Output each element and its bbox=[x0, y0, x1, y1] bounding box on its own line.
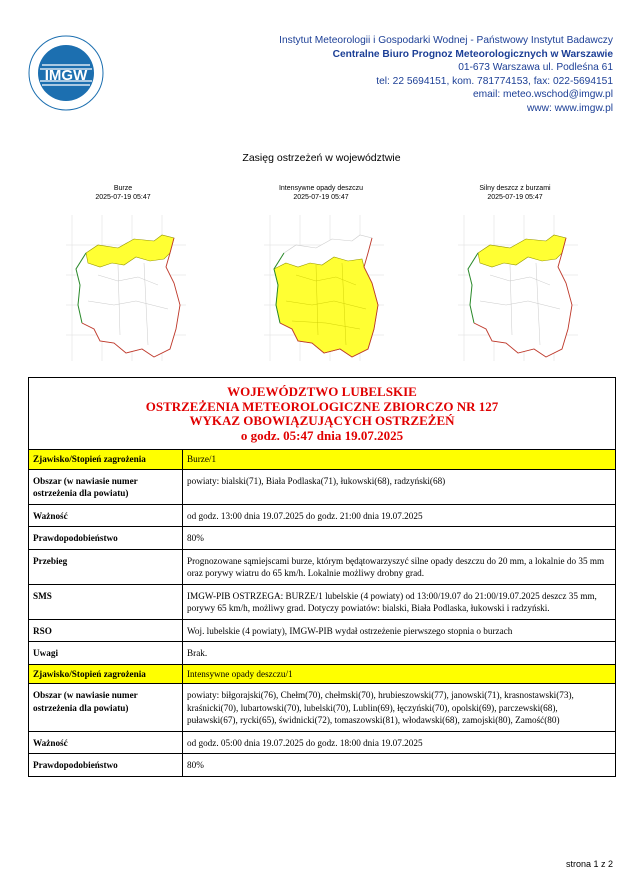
table-row bbox=[29, 731, 615, 754]
table-row bbox=[29, 664, 615, 684]
row-value: Intensywne opady deszczu/1 bbox=[183, 664, 616, 684]
row-key: Ważność bbox=[29, 731, 183, 754]
website-info: www: www.imgw.pl bbox=[526, 102, 613, 114]
map-caption-name: Silny deszcz z burzami bbox=[479, 185, 551, 192]
table-row bbox=[29, 584, 615, 619]
table-row bbox=[29, 642, 615, 665]
map-caption-name: Intensywne opady deszczu bbox=[278, 185, 364, 192]
map-caption-date: 2025-07-19 05:47 bbox=[487, 194, 543, 201]
page-number: strona 1 z 2 bbox=[565, 859, 613, 869]
row-key: Uwagi bbox=[29, 642, 183, 665]
row-value: Prognozowane sąmiejscami burze, którym będątowarzyszyć silne opady deszczu do 20 mm, a lokalnie do 35 mm oraz porywy wiatru do 65 km/h. Lokalnie możliwy drobny grad. bbox=[183, 549, 616, 584]
row-value: Burze/1 bbox=[183, 450, 616, 469]
table-row bbox=[29, 504, 615, 527]
map-silny-deszcz bbox=[450, 184, 580, 370]
map-caption-name: Burze bbox=[113, 185, 133, 192]
email-info: email: meteo.wschod@imgw.pl bbox=[472, 89, 613, 101]
row-key: Prawdopodobieństwo bbox=[29, 754, 183, 776]
warnings-table bbox=[29, 450, 615, 776]
imgw-logo bbox=[28, 35, 104, 111]
table-row bbox=[29, 754, 615, 776]
map-graphic bbox=[58, 205, 188, 370]
map-caption-date: 2025-07-19 05:47 bbox=[293, 194, 349, 201]
row-value: IMGW-PIB OSTRZEGA: BURZE/1 lubelskie (4 powiaty) od 13:00/19.07 do 21:00/19.07.2025 deszcz 35 mm, porywy 65 km/h, możliwy grad. Dotyczy powiatów: bialski, Biała Podlaska, łukowski i radzyński. bbox=[183, 584, 616, 619]
map-burze bbox=[58, 184, 188, 370]
issue-time: o godz. 05:47 dnia 19.07.2025 bbox=[240, 427, 404, 443]
row-key: Obszar (w nawiasie numer ostrzeżenia dla powiatu) bbox=[29, 469, 183, 504]
row-key: Prawdopodobieństwo bbox=[29, 527, 183, 550]
table-row bbox=[29, 549, 615, 584]
table-row bbox=[29, 684, 615, 732]
row-key: Obszar (w nawiasie numer ostrzeżenia dla powiatu) bbox=[29, 684, 183, 732]
map-intensywne-opady bbox=[256, 184, 386, 370]
map-graphic bbox=[256, 205, 386, 370]
row-key: Zjawisko/Stopień zagrożenia bbox=[29, 450, 183, 469]
phone-info: tel: 22 5694151, kom. 781774153, fax: 022-5694151 bbox=[376, 75, 613, 87]
list-title: WYKAZ OBOWIĄZUJĄCYCH OSTRZEŻEŃ bbox=[189, 413, 455, 428]
map-graphic bbox=[450, 205, 580, 370]
warning-header bbox=[29, 378, 615, 450]
region-title: WOJEWÓDZTWO LUBELSKIE bbox=[227, 384, 417, 399]
row-key: SMS bbox=[29, 584, 183, 619]
row-key: Zjawisko/Stopień zagrożenia bbox=[29, 664, 183, 684]
warning-box bbox=[28, 377, 616, 777]
address: 01-673 Warszawa ul. Podleśna 61 bbox=[458, 62, 613, 74]
row-value: od godz. 05:00 dnia 19.07.2025 do godz. 18:00 dnia 19.07.2025 bbox=[183, 731, 616, 754]
row-value: powiaty: bialski(71), Biała Podlaska(71), łukowski(68), radzyński(68) bbox=[183, 469, 616, 504]
table-row bbox=[29, 450, 615, 469]
row-value: 80% bbox=[183, 527, 616, 550]
bulletin-title: OSTRZEŻENIA METEOROLOGICZNE ZBIORCZO NR 127 bbox=[145, 398, 499, 414]
table-row bbox=[29, 527, 615, 550]
institution-name: Instytut Meteorologii i Gospodarki Wodnej - Państwowy Instytut Badawczy bbox=[279, 35, 613, 46]
table-row bbox=[29, 619, 615, 642]
row-key: RSO bbox=[29, 619, 183, 642]
map-caption-date: 2025-07-19 05:47 bbox=[95, 194, 151, 201]
row-value: 80% bbox=[183, 754, 616, 776]
row-value: od godz. 13:00 dnia 19.07.2025 do godz. 21:00 dnia 19.07.2025 bbox=[183, 504, 616, 527]
bureau-name: Centralne Biuro Prognoz Meteorologicznych w Warszawie bbox=[332, 48, 613, 60]
institution-header bbox=[279, 34, 613, 116]
table-row bbox=[29, 469, 615, 504]
logo-text: IMGW bbox=[44, 67, 88, 84]
maps-title: Zasięg ostrzeżeń w województwie bbox=[242, 152, 401, 164]
row-value: powiaty: biłgorajski(76), Chełm(70), chełmski(70), hrubieszowski(77), janowski(71), krasnostawski(73), kraśnicki(70), lubartowski(70), lubelski(70), Lublin(69), łęczyński(70), opolski(69), parczewski(68), puławski(67), rycki(65), świdnicki(72), tomaszowski(81), włodawski(68), zamojski(80), Zamość(80) bbox=[183, 684, 616, 732]
row-key: Przebieg bbox=[29, 549, 183, 584]
row-value: Brak. bbox=[183, 642, 616, 665]
row-value: Woj. lubelskie (4 powiaty), IMGW-PIB wydał ostrzeżenie pierwszego stopnia o burzach bbox=[183, 619, 616, 642]
row-key: Ważność bbox=[29, 504, 183, 527]
